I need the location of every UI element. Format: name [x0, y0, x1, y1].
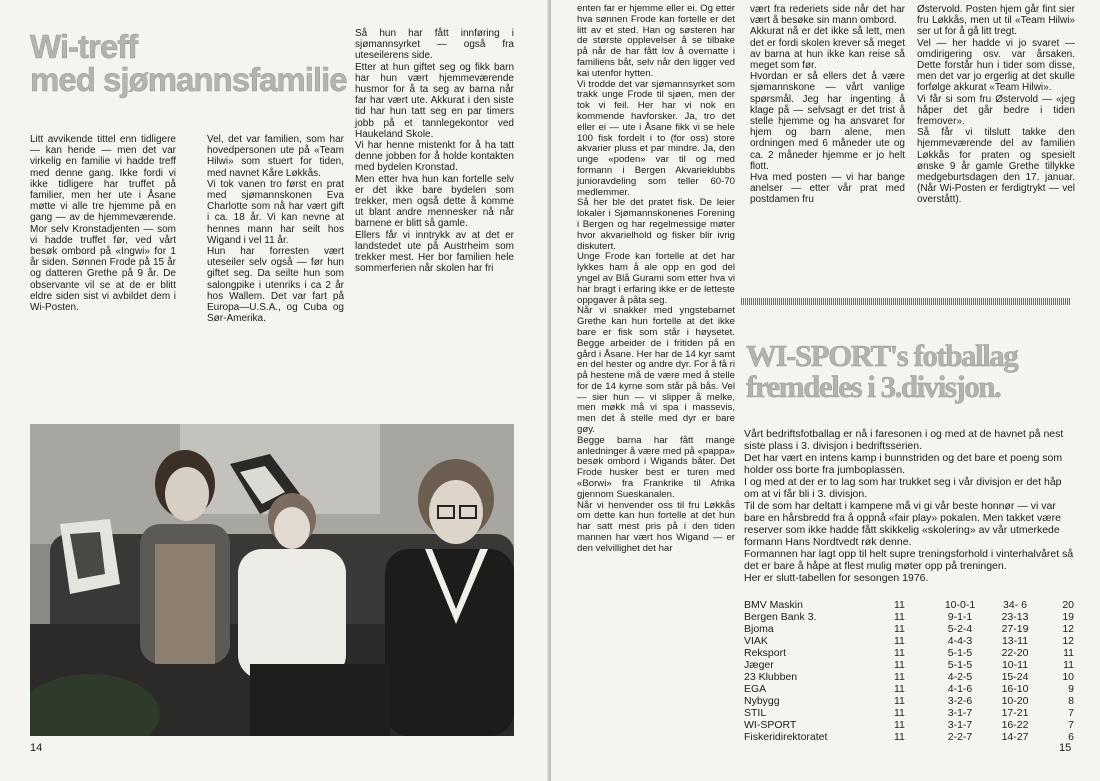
family-photo-illustration [30, 424, 514, 736]
page-number: 15 [1059, 742, 1072, 754]
table-cell-team: Reksport [744, 647, 787, 659]
table-cell-goals: 22-20 [1001, 647, 1029, 659]
table-cell-wdl: 9-1-1 [947, 611, 973, 623]
table-cell-wdl: 4-4-3 [947, 635, 973, 647]
table-cell-pts: 19 [1062, 611, 1074, 623]
table-cell-goals: 10-20 [1001, 695, 1029, 707]
table-row [744, 707, 1074, 719]
table-cell-goals: 34- 6 [1003, 599, 1027, 611]
article-headline [30, 30, 347, 96]
table-cell-goals: 15-24 [1001, 671, 1029, 683]
table-cell-wdl: 5-1-5 [947, 647, 973, 659]
table-cell-p: 11 [894, 719, 905, 731]
table-row [744, 611, 1074, 623]
family-photo [30, 424, 514, 736]
table-row [744, 683, 1074, 695]
table-cell-wdl: 10-0-1 [944, 599, 976, 611]
table-cell-p: 11 [894, 647, 905, 659]
table-cell-p: 11 [894, 611, 905, 623]
table-row [744, 659, 1074, 671]
table-row [744, 671, 1074, 683]
headline-line-2: med sjømannsfamilie [30, 61, 347, 98]
table-cell-team: Fiskeridirektoratet [744, 731, 828, 743]
table-cell-p: 11 [894, 635, 905, 647]
table-cell-pts: 9 [1068, 683, 1074, 695]
table-row [744, 599, 1074, 611]
table-cell-pts: 20 [1062, 599, 1074, 611]
table-cell-wdl: 4-1-6 [947, 683, 973, 695]
table-cell-pts: 12 [1062, 635, 1074, 647]
table-cell-p: 11 [894, 599, 905, 611]
table-cell-goals: 10-11 [1001, 659, 1029, 671]
table-cell-team: BMV Maskin [744, 599, 803, 611]
table-cell-p: 11 [894, 695, 905, 707]
table-cell-pts: 11 [1063, 647, 1074, 659]
table-cell-team: Bergen Bank 3. [744, 611, 817, 623]
table-cell-wdl: 3-1-7 [947, 719, 973, 731]
article-column-1: Litt avvikende tittel enn tidligere — kan hende — men det var virkelig en familie vi hadde treff med denne gang. Ikke fordi vi ikke tidligere har truffet på familier, men her ute i Åsane møtte vi alle tre hjemme på en gang — av de hjemmeværende. Mor selv Kronstadjenten — som vi hadde truffet før, ved vårt besøk ombord på «Ingwi» for 1 år siden. Sønnen Frode på 15 år og datteren Grethe på 9 år. De observante vil se at de er blitt eldre siden sist vi avbildet dem i Wi-Posten. [30, 134, 176, 314]
table-cell-goals: 16-22 [1001, 719, 1029, 731]
table-row [744, 623, 1074, 635]
article-column-4: enten far er hjemme eller ei. Og etter hva sønnen Frode kan fortelle er det litt av et sted. Han og søsteren har de største opplevelser å se tilbake på når de har fått lov å overnatte i familiens båt, selv når den ligger ved kai utenfor hytten. Vi trodde det var sjømannsyrket som trakk unge Frode til sjøen, men der tok vi feil. Her har vi nok en kommende havforsker. Ja, tro det eller ei — ute i Åsane fikk vi se hele 100 fisk fordelt i to (for oss) store akvarier pluss et par mindre. Ja, den unge «poden» var til og med formann i Bergen Akvarieklubbs junioravdeling som teller 60-70 medlemmer. Så her ble det pratet fisk. De leier lokaler i Sjømannskonenes Forening i Bergen og har regelmessige møter hvor akvarielhold og fisker blir ivrig diskutert. Unge Frode kan fortelle at det har lykkes ham å ale opp en god del yngel av Blå Gurami som etter hva vi har bragt i erfaring ikke er de letteste oppgaver å påta seg. Når vi snakker med yngstebarnet Grethe kan hun fortelle at det ikke bare er fisk som står i høysetet. Begge arbeider de i fritiden på en gård i Åsane. Her har de 14 kyr samt en del hester og andre dyr. For å få ri på hestene må de være med å stelle for de 14 kyrne som står på bås. Vel — sier hun — vi slipper å melke, men møkk må vi spa i massevis, men det å stelle med dyr er bare gøy. Begge barna har fått mange anledninger å være med på «pappa» besøk ombord i Wigands båter. Det Frode husker best er turen med «Borwi» fra Frankrike til Afrika gjennom Sueskanalen. Når vi henvender oss til fru Løkkås om dette kan hun fortelle at det hun har satt mest pris på i den tiden mannen har vært hos Wigand — er den velvillighet det har [577, 3, 735, 554]
table-cell-wdl: 5-1-5 [947, 659, 973, 671]
table-cell-pts: 12 [1062, 623, 1074, 635]
article-column-2: Vel, det var familien, som har hovedpersonen ute på «Team Hilwi» som stuert for tiden, med navnet Kåre Løkkås. Vi tok vanen tro først en prat med sjømannskonen Eva Charlotte som nå har vært gift i ca. 18 år. Vi kan nevne at hennes mann har seilt hos Wigand i vel 11 år. Hun har forresten vært uteseiler selv også — før hun giftet seg. Da seilte hun som salongpike i utenriks i ca 2 år hos Wallem. Det var fart på Europa—U.S.A., og Cuba og Sør-Amerika. [207, 134, 344, 325]
table-cell-p: 11 [894, 731, 905, 743]
table-cell-p: 11 [894, 623, 905, 635]
table-cell-goals: 13-11 [1001, 635, 1029, 647]
article-column-3: Så hun har fått innføring i sjømannsyrket — også fra uteseilerens side. Etter at hun giftet seg og fikk barn har hun vært hjemmeværende husmor for å ta seg av barna når far har vært ute. Akkurat i den siste tid har hun tatt seg en par timers jobb på et tannlegekontor ved Haukeland Skole. Vi har henne mistenkt for å ha tatt denne jobben for å holde kontakten med bydelen Kronstad. Men etter hva hun kan fortelle selv er det ikke bare bydelen som trekker, men også dette å komme ut blant andre mennesker nå når barnene er blitt så gamle. Ellers får vi inntrykk av at det er landstedet ute på Austrheim som trekker mest. Her bor familien hele sommerferien når skolen har fri [355, 28, 514, 275]
table-row [744, 719, 1074, 731]
table-row [744, 647, 1074, 659]
table-row [744, 635, 1074, 647]
table-cell-goals: 14-27 [1001, 731, 1029, 743]
table-cell-wdl: 4-2-5 [947, 671, 973, 683]
sport-intro-text: Vårt bedriftsfotballag er nå i faresonen i og med at de havnet på nest siste plass i 3. divisjon i bedriftsserien. Det har vært en intens kamp i bunnstriden og det bare et poeng som holder oss borte fra jumboplassen. I og med at der er to lag som har trukket seg i vår divisjon er det håp om at vi får bli i 3. divisjon. Til de som har deltatt i kampene må vi gi vår beste honnør — vi var bare en hårsbredd fra å oppnå «fair play» pokalen. Men takket være reserver som ikke hadde fått skikkelig «skolering» av vår utmerkede formann Hans Nordtvedt røk denne. Formannen har lagt opp til helt supre treningsforhold i vinterhalvåret så det er bare å håpe at flest mulig møter opp på treningen. Her er slutt-tabellen for sesongen 1976. [744, 428, 1074, 584]
article-column-5: vært fra rederiets side når det har vært å besøke sin mann ombord. Akkurat nå er det ikke så lett, men det er fordi skolen krever så meget av barna at hun ikke kan reise så meget som før. Hvordan er så ellers det å være sjømannskone — vårt vanlige spørsmål. Jeg har ingenting å klage på — selvsagt er det trist å stelle hjemme og ha ansvaret for hjem og barn alene, men ordningen med 6 måneder ute og ca. 2 måneder hjemme er jo helt flott. Hva med posten — vi har bange anelser — etter vår prat med postdamen fru [750, 4, 905, 206]
sport-headline-line-2: fremdeles i 3.divisjon. [746, 369, 1001, 404]
page-number: 14 [30, 742, 43, 754]
table-cell-goals: 17-21 [1001, 707, 1029, 719]
table-cell-pts: 6 [1068, 731, 1074, 743]
league-table-body [744, 599, 1074, 743]
table-cell-pts: 11 [1063, 659, 1074, 671]
table-cell-team: Jæger [744, 659, 774, 671]
table-cell-wdl: 3-2-6 [947, 695, 973, 707]
league-table [744, 599, 1074, 743]
table-row [744, 731, 1074, 743]
table-cell-pts: 7 [1068, 719, 1074, 731]
section-divider [741, 298, 1071, 305]
table-cell-goals: 27-19 [1001, 623, 1029, 635]
table-cell-pts: 8 [1068, 695, 1074, 707]
table-cell-team: VIAK [744, 635, 768, 647]
left-page [0, 0, 549, 781]
table-cell-team: STIL [744, 707, 767, 719]
table-cell-team: Nybygg [744, 695, 780, 707]
table-cell-p: 11 [894, 659, 905, 671]
table-cell-team: 23 Klubben [744, 671, 798, 683]
table-cell-goals: 16-10 [1001, 683, 1029, 695]
table-cell-pts: 7 [1068, 707, 1074, 719]
headline-line-1: Wi-treff [30, 28, 138, 65]
table-cell-wdl: 5-2-4 [947, 623, 973, 635]
sport-headline [746, 340, 1017, 402]
right-page [551, 0, 1100, 781]
table-cell-team: WI-SPORT [744, 719, 797, 731]
table-cell-goals: 23-13 [1001, 611, 1029, 623]
table-cell-p: 11 [894, 683, 905, 695]
article-column-6: Østervold. Posten hjem går fint sier fru Løkkås, men ut til «Team Hilwi» ser ut for å gå litt tregt. Vel — her hadde vi jo svaret — omdirigering osv. var årsaken. Dette forstår hun i tider som disse, men det var jo ergerlig at det skulle forfølge akkurat «Team Hilwi». Vi får si som fru Østervold — «jeg håper det går bedre i tiden fremover». Så får vi tilslutt takke den hjemmeværende del av familien Løkkås for praten og spesielt ønske 9 år gamle Grethe tillykke medgeburtsdagen den 17. januar. (Når Wi-Posten er ferdigtrykt — vel overstått). [917, 4, 1075, 206]
table-cell-team: EGA [744, 683, 767, 695]
sport-headline-line-1: WI-SPORT's fotballag [746, 338, 1018, 373]
table-row [744, 695, 1074, 707]
table-cell-pts: 10 [1062, 671, 1074, 683]
table-cell-p: 11 [894, 707, 905, 719]
table-cell-wdl: 3-1-7 [947, 707, 973, 719]
table-cell-p: 11 [894, 671, 905, 683]
table-cell-wdl: 2-2-7 [947, 731, 973, 743]
table-cell-team: Bjoma [744, 623, 774, 635]
